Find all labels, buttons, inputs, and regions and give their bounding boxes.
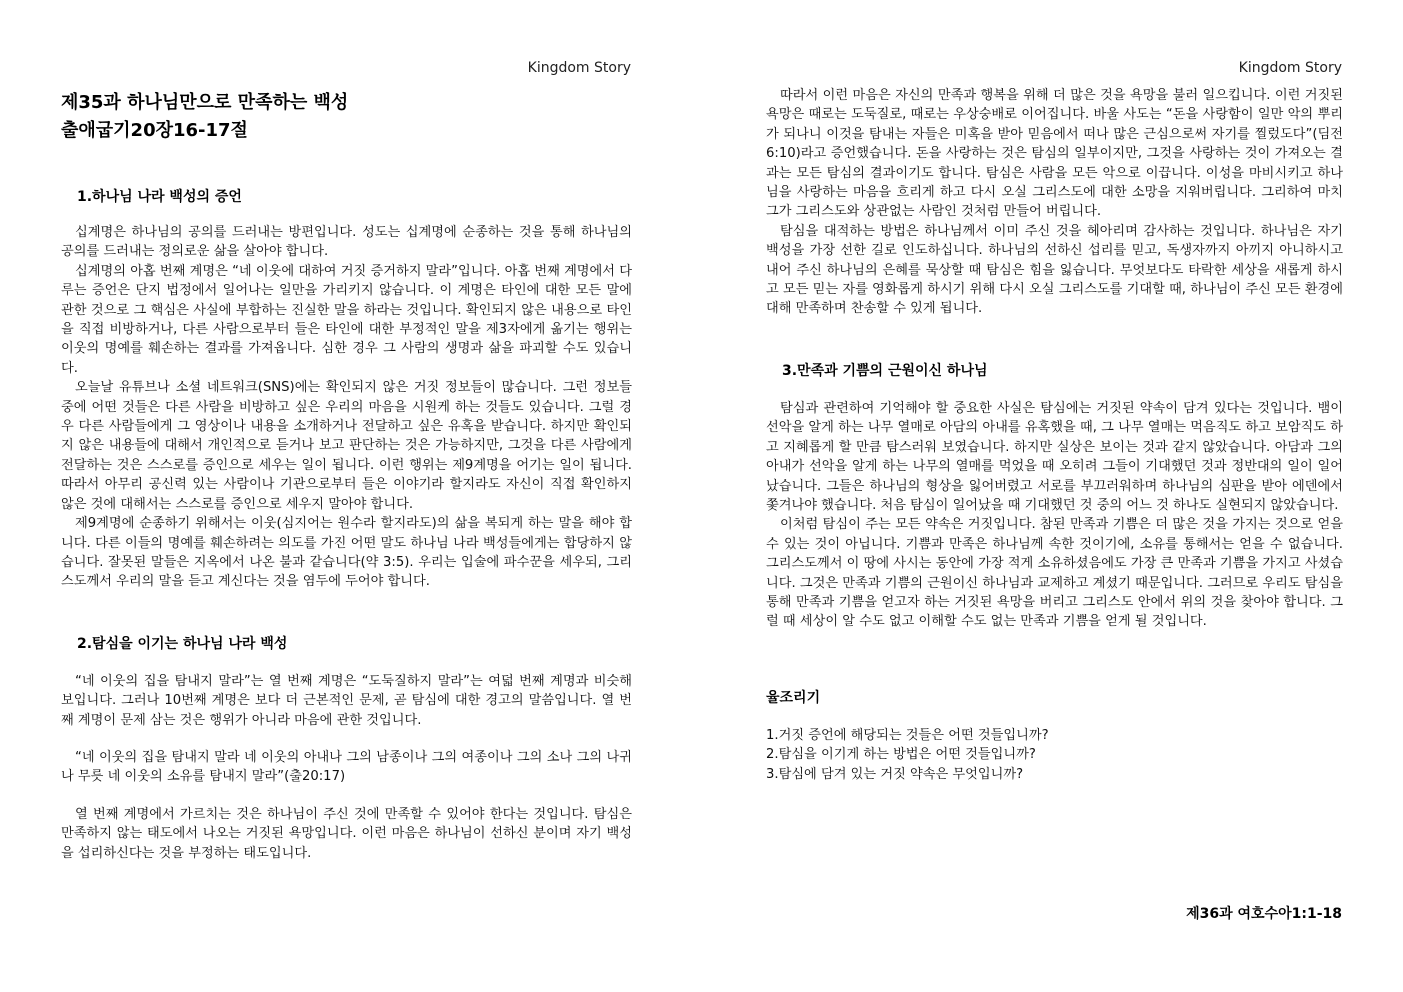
section-2-paragraph-4: 탐심을 대적하는 방법은 하나님께서 이미 주신 것을 헤아리며 감사하는 것입니다. 하나님은 자기 백성을 가장 선한 길로 인도하십니다. 하나님의 선하신 섭리를 믿고, 독생자까지 아끼지 아니하시고 내어 주신 하나님의 은혜를 묵상할 때 탐심은 힘을 잃습니다. 무엇보다도 타락한 세상을 새롭게 하시고 모든 믿는 자를 영화롭게 하시기 위해 다시 오실 그리스도를 기대할 때, 하나님이 주신 모든 환경에 대해 만족하며 찬송할 수 있게 됩니다. — [766, 223, 1343, 317]
section-1-paragraph-4: 제9계명에 순종하기 위해서는 이웃(심지어는 원수라 할지라도)의 삶을 복되게 하는 말을 해야 합니다. 다른 이들의 명예를 훼손하려는 의도를 가진 어떤 말도 하나님 나라 백성들에게는 합당하지 않습니다. 잘못된 말들은 지옥에서 나온 불과 같습니다(약 3:5). 우리는 입술에 파수꾼을 세우되, 그리스도께서 우리의 말을 듣고 계신다는 것을 염두에 두어야 합니다. — [61, 516, 632, 590]
right-column — [766, 86, 1343, 785]
next-lesson-label: 제36과 여호수아1:1-18 — [1186, 906, 1342, 922]
section-1-paragraph-3: 오늘날 유튜브나 소셜 네트워크(SNS)에는 확인되지 않은 거짓 정보들이 많습니다. 그런 정보들 중에 어떤 것들은 다른 사람을 비방하고 싶은 우리의 마음을 시원케 하는 것들도 있습니다. 그럴 경우 다른 사람들에게 그 영상이나 내용을 소개하거나 전달하고 싶은 유혹을 받습니다. 하지만 확인되지 않은 내용들에 대해서 개인적으로 듣거나 보고 판단하는 것은 가능하지만, 그것을 다른 사람에게 전달하는 것은 스스로를 증인으로 세우는 일이 됩니다. 이런 행위는 제9계명을 어기는 일이 됩니다. 따라서 아무리 공신력 있는 사람이나 기관으로부터 들은 이야기라 할지라도 자신이 직접 확인하지 않은 것에 대해서는 스스로를 증인으로 세우지 말아야 합니다. — [61, 380, 632, 512]
running-header-right: Kingdom Story — [1238, 60, 1342, 76]
lesson-scripture: 출애굽기20장16-17절 — [61, 120, 248, 141]
section-3-paragraph-1: 탐심과 관련하여 기억해야 할 중요한 사실은 탐심에는 거짓된 약속이 담겨 있다는 것입니다. 뱀이 선악을 알게 하는 나무 열매로 아담의 아내를 유혹했을 때, 그 나무 열매는 먹음직도 하고 보암직도 하고 지혜롭게 할 만큼 탐스러워 보였습니다. 하지만 실상은 보이는 것과 같지 않았습니다. 아담과 그의 아내가 선악을 알게 하는 나무의 열매를 먹었을 때 오히려 그들이 기대했던 것과 정반대의 일이 일어났습니다. 그들은 하나님의 형상을 잃어버렸고 서로를 부끄러워하며 하나님의 심판을 받아 에덴에서 쫓겨나야 했습니다. 처음 탐심이 일어났을 때 기대했던 것 중의 어느 것 하나도 실현되지 않았습니다. — [766, 400, 1343, 513]
review-question-2: 2.탐심을 이기게 하는 방법은 어떤 것들입니까? — [766, 747, 1036, 763]
right-page — [702, 0, 1403, 992]
left-column — [61, 89, 632, 863]
section-heading-1: 1.하나님 나라 백성의 증언 — [77, 189, 242, 205]
section-1-paragraph-1: 십계명은 하나님의 공의를 드러내는 방편입니다. 성도는 십계명에 순종하는 것을 통해 하나님의 공의를 드러내는 정의로운 삶을 살아야 합니다. — [61, 225, 632, 260]
section-2-paragraph-3: 따라서 이런 마음은 자신의 만족과 행복을 위해 더 많은 것을 욕망을 불러 일으킵니다. 이런 거짓된 욕망은 때로는 도둑질로, 때로는 우상숭배로 이어집니다. 바울 사도는 “돈을 사랑함이 일만 악의 뿌리가 되나니 이것을 탐내는 자들은 미혹을 받아 믿음에서 떠나 많은 근심으로써 자기를 찔렀도다”(딤전6:10)라고 증언했습니다. 돈을 사랑하는 것은 탐심의 일부이지만, 그것을 사랑하는 것이 가져오는 결과는 모든 탐심의 결과이기도 합니다. 탐심은 사람을 모든 악으로 이끕니다. 이성을 마비시키고 하나님을 사랑하는 마음을 흐리게 하고 다시 오실 그리스도에 대한 소망을 지워버립니다. 그리하여 마치 그가 그리스도와 상관없는 사람인 것처럼 만들어 버립니다. — [766, 88, 1343, 220]
review-question-1: 1.거짓 증언에 해당되는 것들은 어떤 것들입니까? — [766, 727, 1049, 743]
section-2-paragraph-2: 열 번째 계명에서 가르치는 것은 하나님이 주신 것에 만족할 수 있어야 한다는 것입니다. 탐심은 만족하지 않는 태도에서 나오는 거짓된 욕망입니다. 이런 마음은 하나님이 선하신 분이며 자기 백성을 섭리하신다는 것을 부정하는 태도입니다. — [61, 806, 632, 861]
section-heading-3: 3.만족과 기쁨의 근원이신 하나님 — [782, 362, 988, 379]
section-1-paragraph-2: 십계명의 아홉 번째 계명은 “네 이웃에 대하여 거짓 증거하지 말라”입니다. 아홉 번째 계명에서 다루는 증언은 단지 법정에서 일어나는 일만을 가리키지 않습니다. 이 계명은 타인에 대한 모든 말에 관한 것으로 그 핵심은 사실에 부합하는 진실한 말을 하라는 것입니다. 확인되지 않은 내용으로 타인을 직접 비방하거나, 다른 사람으로부터 들은 타인에 대한 부정적인 말을 제3자에게 옮기는 행위는 이웃의 명예를 훼손하는 결과를 가져옵니다. 심한 경우 그 사람의 생명과 삶을 파괴할 수도 있습니다. — [61, 263, 632, 376]
lesson-title: 제35과 하나님만으로 만족하는 백성 — [61, 92, 349, 113]
running-header-left: Kingdom Story — [527, 60, 631, 76]
section-2-paragraph-1: “네 이웃의 집을 탐내지 말라”는 열 번째 계명은 “도둑질하지 말라”는 여덟 번째 계명과 비슷해 보입니다. 그러나 10번째 계명은 보다 더 근본적인 문제, 곧 탐심에 대한 경고의 말씀입니다. 열 번째 계명이 문제 삼는 것은 행위가 아니라 마음에 관한 것입니다. — [61, 673, 632, 728]
review-question-3: 3.탐심에 담겨 있는 거짓 약속은 무엇입니까? — [766, 766, 1024, 782]
section-heading-2: 2.탐심을 이기는 하나님 나라 백성 — [77, 635, 288, 652]
scripture-quote: “네 이웃의 집을 탐내지 말라 네 이웃의 아내나 그의 남종이나 그의 여종이나 그의 소나 그의 나귀나 무릇 네 이웃의 소유를 탐내지 말라”(출20:17) — [61, 749, 632, 785]
section-3-paragraph-2: 이처럼 탐심이 주는 모든 약속은 거짓입니다. 참된 만족과 기쁨은 더 많은 것을 가지는 것으로 얻을 수 있는 것이 아닙니다. 기쁨과 만족은 하나님께 속한 것이기에, 소유를 통해서는 얻을 수 없습니다. 그리스도께서 이 땅에 사시는 동안에 가장 적게 소유하셨음에도 가장 큰 만족과 기쁨을 가지고 사셨습니다. 그것은 만족과 기쁨의 근원이신 하나님과 교제하고 계셨기 때문입니다. 그러므로 우리도 탐심을 통해 만족과 기쁨을 얻고자 하는 거짓된 욕망을 버리고 그리스도 안에서 위의 것을 찾아야 합니다. 그럴 때 세상이 알 수도 없고 이해할 수도 없는 만족과 기쁨을 얻게 될 것입니다. — [766, 517, 1343, 630]
review-title: 율조리기 — [766, 689, 821, 706]
